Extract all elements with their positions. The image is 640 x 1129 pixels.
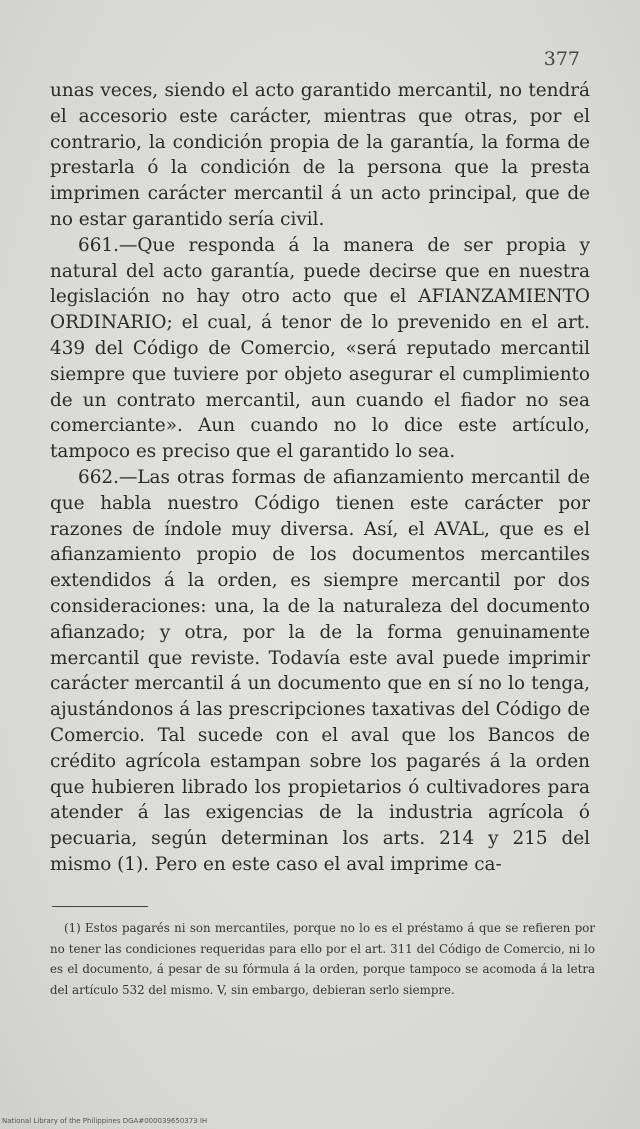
body-text [50, 78, 590, 878]
paragraph-661: 661.—Que responda á la manera de ser propia y natural del acto garantía, puede decirse que en nuestra legislación no hay otro acto que el AFIANZAMIENTO ORDINARIO; el cual, á tenor de lo prevenido en el art. 439 del Código de Comercio, «será reputado mercantil siempre que tuviere por objeto asegurar el cumplimiento de un contrato mercantil, aun cuando el fiador no sea comerciante». Aun cuando no lo dice este artículo, tampoco es preciso que el garantido lo sea. [50, 234, 590, 463]
library-watermark-label: National Library of the Philippines DGA#000039650373 IH [2, 1117, 208, 1125]
footnote [50, 918, 595, 1000]
paragraph-continuation: unas veces, siendo el acto garantido mercantil, no tendrá el accesorio este carácter, mientras que otras, por el contrario, la condición propia de la garantía, la forma de prestarla ó la condición de la persona que la presta imprimen carácter mercantil á un acto principal, que de no estar garantido sería civil. [50, 80, 590, 230]
footnote-text: (1) Estos pagarés ni son mercantiles, porque no lo es el préstamo á que se refieren por no tener las condiciones requeridas para ello por el art. 311 del Código de Comercio, ni lo es el documento, á pesar de su fórmula á la orden, porque tampoco se acomoda á la letra del artículo 532 del mismo. V, sin embargo, debieran serlo siempre. [50, 921, 595, 997]
paragraph-662: 662.—Las otras formas de afianzamiento mercantil de que habla nuestro Código tienen este carácter por razones de índole muy diversa. Así, el AVAL, que es el afianzamiento propio de los documentos mercantiles extendidos á la orden, es siempre mercantil por dos consideraciones: una, la de la naturaleza del documento afianzado; y otra, por la de la forma genuinamente mercantil que reviste. Todavía este aval puede imprimir carácter mercantil á un documento que en sí no lo tenga, ajustándonos á las prescripciones taxativas del Código de Comercio. Tal sucede con el aval que los Bancos de crédito agrícola estampan sobre los pagarés á la orden que hubieren librado los propietarios ó cultivadores para atender á las exigencias de la industria agrícola ó pecuaria, según determinan los arts. 214 y 215 del mismo (1). Pero en este caso el aval imprime ca- [50, 466, 590, 875]
page-number: 377 [543, 48, 580, 70]
footnote-divider [52, 906, 148, 907]
